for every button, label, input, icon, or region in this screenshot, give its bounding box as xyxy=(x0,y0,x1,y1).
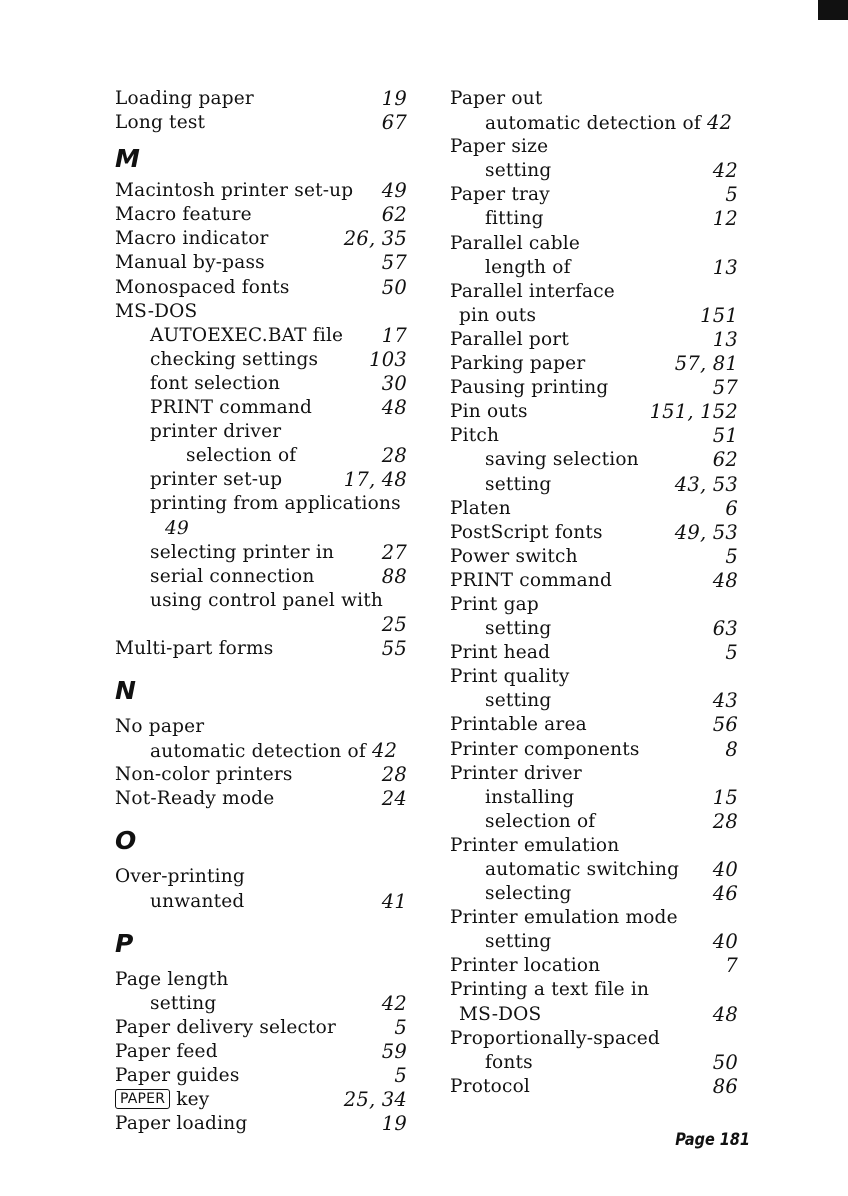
index-entry: Page length xyxy=(115,968,229,990)
index-entry: Printer components 8 xyxy=(450,737,738,761)
index-entry: Loading paper 19 xyxy=(115,87,407,110)
index-entry: Macintosh printer set-up 49 xyxy=(115,179,407,203)
index-entry: Multi-part forms 55 xyxy=(115,636,407,660)
index-subsubentry: selection of 28 xyxy=(186,444,407,468)
index-entry: Paper guides 5 xyxy=(115,1064,407,1087)
index-entry: MS-DOS xyxy=(115,300,198,322)
index-entry: Over-printing xyxy=(115,866,245,888)
index-subentry: MS-DOS 48 xyxy=(459,1002,738,1026)
index-entry: Macro indicator 26, 35 xyxy=(115,227,407,251)
index-subentry: fitting 12 xyxy=(485,207,738,231)
index-entry: Non-color printers 28 xyxy=(115,763,407,787)
section-letter-o: O xyxy=(115,826,137,856)
index-subentry: PRINT command 48 xyxy=(150,396,407,420)
index-entry: Printing a text file in xyxy=(450,979,650,1001)
section-letter-m: M xyxy=(115,144,141,174)
index-page-ref: 49 xyxy=(165,517,189,539)
index-subentry: fonts 50 xyxy=(485,1050,738,1074)
index-subentry: unwanted 41 xyxy=(150,889,407,913)
index-entry: Printer location 7 xyxy=(450,954,738,978)
index-entry: Printable area 56 xyxy=(450,713,738,737)
section-letter-p: P xyxy=(115,928,134,958)
index-entry: Print quality xyxy=(450,666,570,688)
index-page-ref: 25 xyxy=(381,612,407,636)
page-number: Page 181 xyxy=(675,1130,750,1150)
index-subentry: font selection 30 xyxy=(150,371,407,395)
index-entry: Printer driver xyxy=(450,762,582,784)
index-subentry: selection of 28 xyxy=(485,809,738,833)
index-subentry: checking settings 103 xyxy=(150,347,407,371)
index-entry: Pausing printing 57 xyxy=(450,376,738,400)
index-subentry: automatic detection of 42 xyxy=(485,111,733,135)
index-subentry: printing from applications xyxy=(150,493,401,515)
index-entry: Print head 5 xyxy=(450,641,738,665)
index-entry: No paper xyxy=(115,716,205,738)
index-entry: Print gap xyxy=(450,593,539,615)
index-subentry: selecting printer in 27 xyxy=(150,540,407,564)
index-column-right xyxy=(450,87,738,1099)
index-entry: Paper size xyxy=(450,136,549,158)
index-entry: Pitch 51 xyxy=(450,424,738,448)
index-subentry: serial connection 88 xyxy=(150,564,407,588)
index-subentry: automatic detection of 42 xyxy=(150,739,398,763)
index-subentry: printer driver xyxy=(150,421,282,443)
index-subentry: using control panel with xyxy=(150,589,384,611)
index-subentry: automatic switching 40 xyxy=(485,858,738,881)
index-entry: Pin outs 151, 152 xyxy=(450,400,738,424)
index-entry: Paper feed 59 xyxy=(115,1039,407,1063)
index-subentry: setting 43 xyxy=(485,689,738,713)
section-letter-n: N xyxy=(115,676,137,706)
index-entry: PostScript fonts 49, 53 xyxy=(450,520,738,544)
index-subentry: setting 43, 53 xyxy=(485,472,738,496)
index-entry: Parallel cable xyxy=(450,232,580,254)
index-entry: Printer emulation mode xyxy=(450,907,678,929)
index-entry: Paper out xyxy=(450,88,543,109)
crop-mark xyxy=(818,0,848,20)
index-entry: Manual by-pass 57 xyxy=(115,251,407,275)
index-subentry: setting 42 xyxy=(150,991,407,1015)
index-entry: Long test 67 xyxy=(115,111,407,135)
index-subentry: length of 13 xyxy=(485,255,738,279)
index-entry: Parallel port 13 xyxy=(450,327,738,351)
index-entry: Macro feature 62 xyxy=(115,203,407,227)
index-subentry: setting 40 xyxy=(485,930,738,954)
index-entry: Parking paper 57, 81 xyxy=(450,352,738,376)
index-subentry: selecting 46 xyxy=(485,882,738,906)
index-subentry: pin outs 151 xyxy=(459,303,738,327)
index-subentry: saving selection 62 xyxy=(485,448,738,472)
index-entry: PAPER key 25, 34 xyxy=(115,1088,407,1112)
index-entry: Printer emulation xyxy=(450,834,620,856)
index-entry: Power switch 5 xyxy=(450,544,738,568)
index-entry: Parallel interface xyxy=(450,280,615,302)
paper-key-icon: PAPER xyxy=(115,1089,170,1109)
index-entry: Protocol 86 xyxy=(450,1074,738,1098)
index-entry: PRINT command 48 xyxy=(450,568,738,592)
index-entry: Paper delivery selector 5 xyxy=(115,1015,407,1039)
index-entry: Not-Ready mode 24 xyxy=(115,787,407,811)
index-subentry: setting 63 xyxy=(485,617,738,641)
index-entry: Monospaced fonts 50 xyxy=(115,275,407,299)
index-column-left xyxy=(115,87,407,1136)
index-entry: Proportionally-spaced xyxy=(450,1027,660,1049)
index-subentry: setting 42 xyxy=(485,159,738,183)
index-entry: Paper tray 5 xyxy=(450,183,738,207)
index-entry: Paper loading 19 xyxy=(115,1112,407,1136)
index-subentry: printer set-up 17, 48 xyxy=(150,468,407,492)
index-subentry: installing 15 xyxy=(485,785,738,809)
index-entry: Platen 6 xyxy=(450,496,738,520)
index-subentry: AUTOEXEC.BAT file 17 xyxy=(150,323,407,347)
